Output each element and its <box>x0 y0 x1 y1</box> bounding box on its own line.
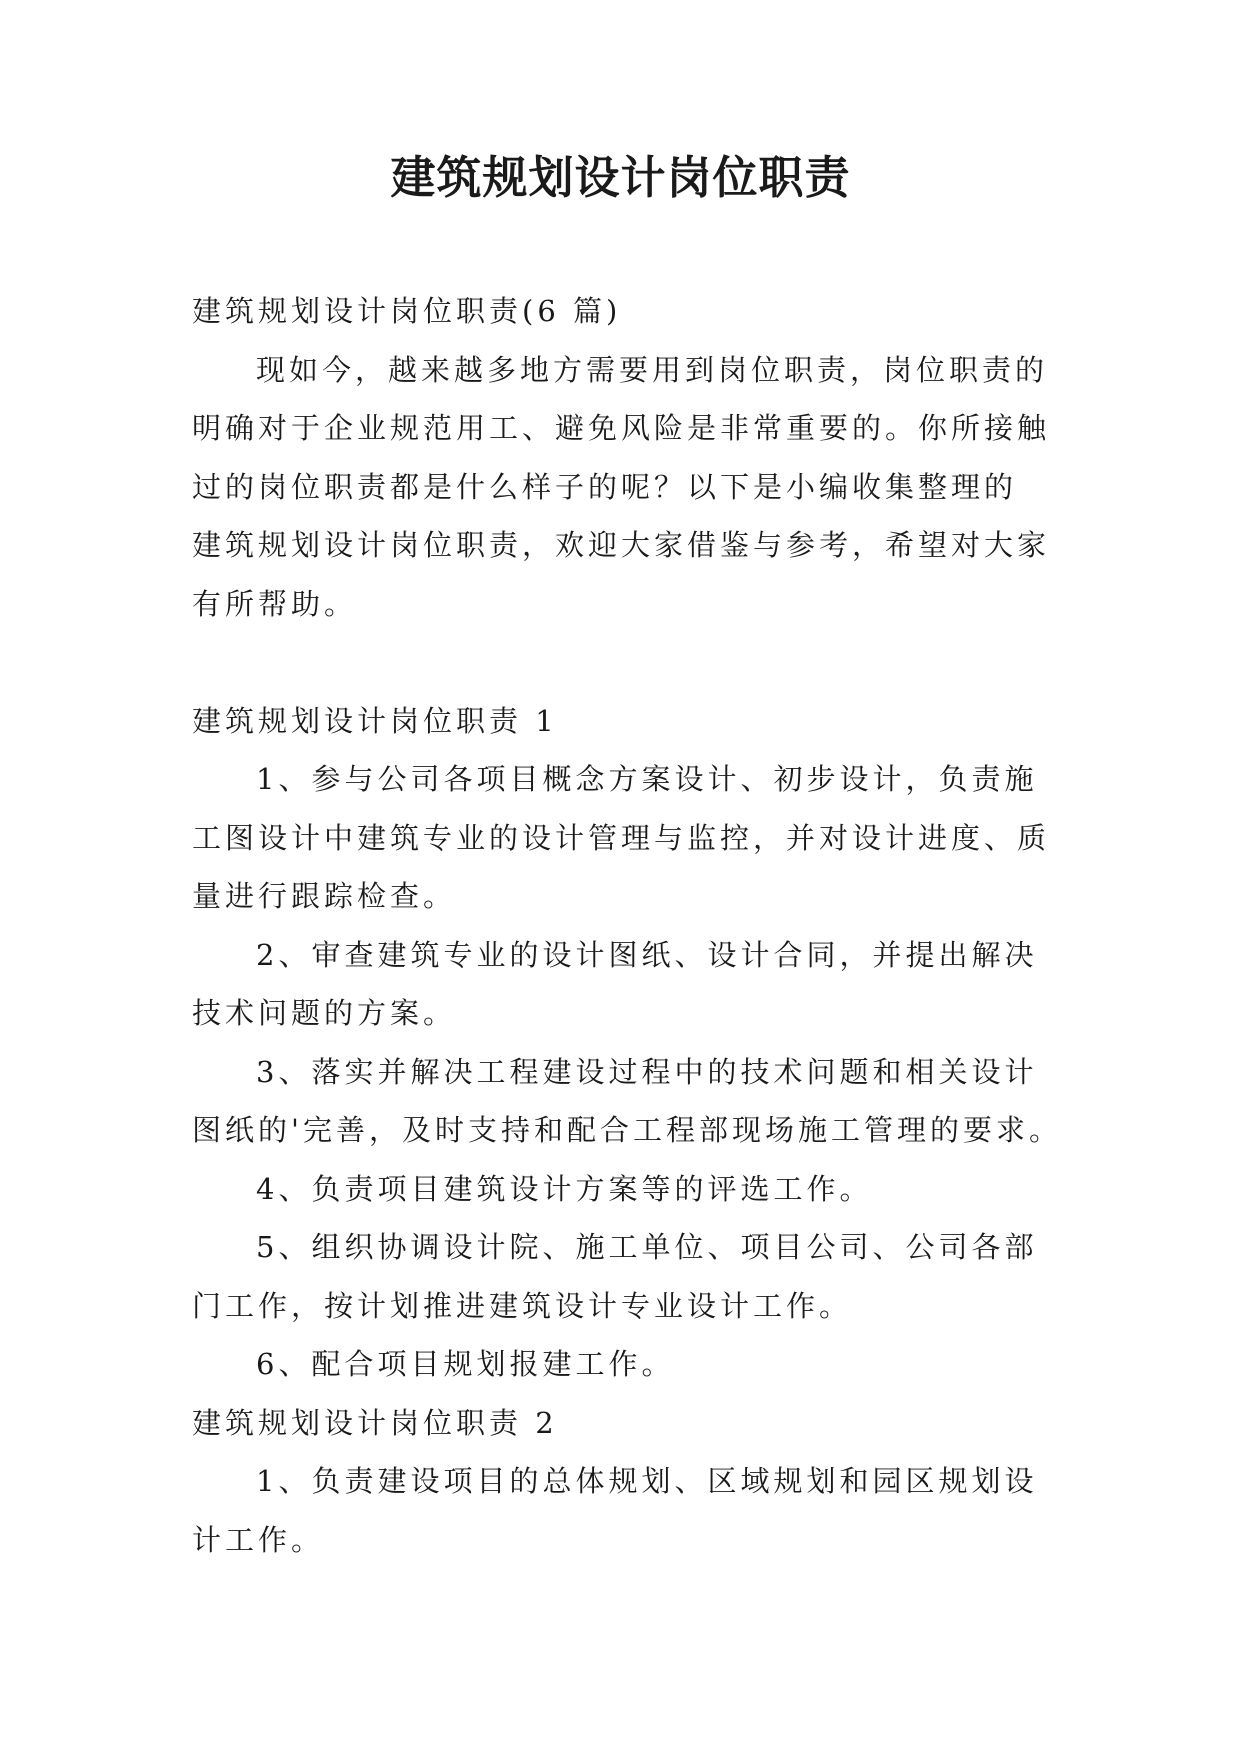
document-body <box>192 282 1072 1569</box>
paragraph-line: 建筑规划设计岗位职责，欢迎大家借鉴与参考，希望对大家 <box>192 528 1051 562</box>
list-item-line: 工图设计中建筑专业的设计管理与监控，并对设计进度、质 <box>192 820 1051 855</box>
list-item-line: 计工作。 <box>192 1522 325 1557</box>
list-item-line: 图纸的'完善，及时支持和配合工程部现场施工管理的要求。 <box>192 1113 1062 1147</box>
list-item-line: 量进行跟踪检查。 <box>192 879 457 913</box>
list-item-line: 3、落实并解决工程建设过程中的技术问题和相关设计 <box>256 1054 1038 1089</box>
list-item-line: 4、负责项目建筑设计方案等的评选工作。 <box>256 1171 873 1206</box>
list-item-line: 1、负责建设项目的总体规划、区域规划和园区规划设 <box>256 1464 1038 1498</box>
list-item-line: 5、组织协调设计院、施工单位、项目公司、公司各部 <box>256 1230 1038 1264</box>
list-item-line: 技术问题的方案。 <box>192 996 457 1030</box>
paragraph-line: 明确对于企业规范用工、避免风险是非常重要的。你所接触 <box>192 411 1051 445</box>
paragraph-line: 过的岗位职责都是什么样子的呢？以下是小编收集整理的 <box>192 469 1018 504</box>
list-item-line: 门工作，按计划推进建筑设计专业设计工作。 <box>192 1288 853 1323</box>
blank-line <box>192 633 1072 692</box>
list-item-line: 2、审查建筑专业的设计图纸、设计合同，并提出解决 <box>256 937 1038 972</box>
list-item-line: 6、配合项目规划报建工作。 <box>256 1347 675 1381</box>
document-title: 建筑规划设计岗位职责 <box>390 151 851 204</box>
paragraph-line: 有所帮助。 <box>192 586 358 621</box>
intro-heading: 建筑规划设计岗位职责(6 篇) <box>192 294 622 328</box>
paragraph-line: 现如今，越来越多地方需要用到岗位职责，岗位职责的 <box>256 352 1049 387</box>
section-heading: 建筑规划设计岗位职责 2 <box>192 1405 558 1440</box>
section-heading: 建筑规划设计岗位职责 1 <box>192 703 558 738</box>
list-item-line: 1、参与公司各项目概念方案设计、初步设计，负责施 <box>256 762 1038 796</box>
